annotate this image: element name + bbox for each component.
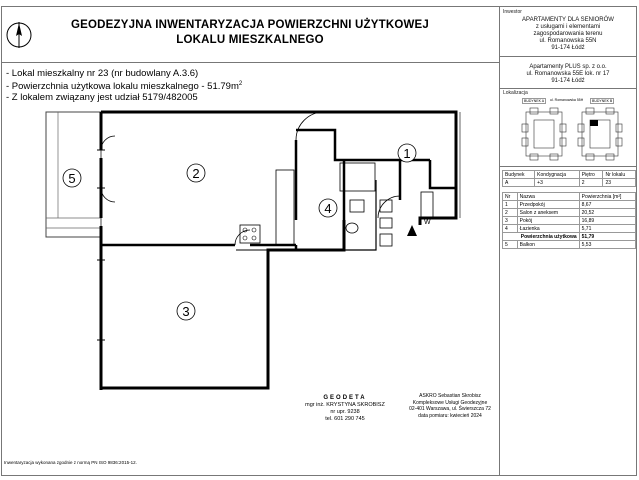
table-cell: 16,89	[579, 217, 635, 225]
table-cell: 1	[503, 201, 518, 209]
building-table	[502, 170, 636, 187]
table-row	[503, 233, 636, 241]
table-total-value: 51,79	[579, 233, 635, 241]
table-cell: Przedpokój	[517, 201, 579, 209]
wykonawca-block	[500, 64, 636, 85]
geodeta-heading: GEODETA	[323, 395, 367, 401]
table-cell: 5,71	[579, 225, 635, 233]
footer-line: Inwentaryzacja wykonana zgodnie z normą PN ISO 9836:2015-12.	[4, 460, 137, 465]
table-row	[503, 201, 636, 209]
unit-info	[6, 68, 242, 103]
room-labels	[63, 144, 416, 320]
askro-line: ASKRO Sebastian Skrobisz	[419, 393, 481, 399]
entrance-marker-icon	[407, 225, 417, 236]
divider	[500, 56, 637, 57]
divider	[500, 88, 637, 89]
table-cell: A	[503, 179, 535, 187]
inwestor-line: APARTAMENTY DLA SENIORÓW	[522, 17, 614, 23]
table-row	[503, 217, 636, 225]
area-table	[502, 192, 636, 249]
table-row	[503, 193, 636, 201]
inwestor-line: 91-174 Łódź	[551, 45, 585, 51]
table-cell: 8,67	[579, 201, 635, 209]
room-number-4: 4	[324, 201, 332, 216]
table-cell: 5	[503, 241, 518, 249]
room-number-5: 5	[68, 171, 76, 186]
table-cell: 3	[503, 217, 518, 225]
table-cell: 23	[603, 179, 636, 187]
unit-area-sup: 2	[238, 81, 243, 87]
unit-share: - Z lokalem związany jest udział 5179/482005	[6, 92, 198, 104]
footer-note	[4, 460, 137, 466]
inwestor-line: zagospodarowania terenu	[533, 31, 603, 37]
unit-area	[6, 79, 242, 92]
table-cell: 5,53	[579, 241, 635, 249]
table-header: Nazwa	[517, 193, 579, 201]
inwestor-line: z usługami i elementami	[535, 24, 601, 30]
unit-number: - Lokal mieszkalny nr 23 (nr budowlany A.3.6)	[6, 68, 199, 79]
table-cell: Łazienka	[517, 225, 579, 233]
room-number-1: 1	[403, 146, 411, 161]
askro-line: 02-401 Warszawa, ul. Świerszcza 72	[409, 406, 491, 412]
askro-block	[395, 393, 505, 419]
inwestor-label: Inwestor	[503, 9, 522, 15]
svg-text:W: W	[424, 219, 431, 226]
wykonawca-line: 91-174 Łódź	[551, 78, 585, 84]
table-row	[503, 225, 636, 233]
room-number-3: 3	[182, 304, 190, 319]
table-cell: 20,52	[579, 209, 635, 217]
wykonawca-line: Apartamenty PLUS sp. z o.o.	[529, 64, 607, 70]
room-number-2: 2	[192, 166, 200, 181]
table-total-label: Powierzchnia użytkowa	[503, 233, 580, 241]
table-cell: 2	[579, 179, 603, 187]
table-header: Kondygnacja	[535, 171, 580, 179]
askro-line: Kompleksowe Usługi Geodezyjne	[412, 399, 488, 406]
askro-line: data pomiaru: kwiecień 2024	[418, 412, 482, 419]
table-header: Budynek	[503, 171, 535, 179]
lokalizacja-label: Lokalizacja	[503, 90, 528, 96]
wykonawca-line: ul. Romanowska 55E lok. nr 17	[526, 71, 610, 77]
page-title	[40, 18, 460, 48]
table-cell: 4	[503, 225, 518, 233]
table-header: Powierzchnia [m²]	[579, 193, 635, 201]
info-panel	[499, 6, 637, 476]
location-tag: BUDYNEK B	[592, 99, 613, 103]
unit-area-text: - Powierzchnia użytkowa lokalu mieszkalnego - 51.79m	[6, 81, 239, 93]
geodeta-line: mgr inż. KRYSTYNA SKROBISZ	[305, 402, 385, 408]
table-row	[503, 241, 636, 249]
table-header: Nr lokalu	[603, 171, 636, 179]
north-arrow-icon	[4, 20, 34, 50]
location-tag: BUDYNEK A	[524, 99, 545, 103]
table-row	[503, 179, 636, 187]
geodeta-block	[290, 395, 400, 423]
inwestor-block	[500, 17, 636, 52]
table-cell: Pokój	[517, 217, 579, 225]
title-line-1: GEODEZYJNA INWENTARYZACJA POWIERZCHNI UŻYTKOWEJ	[70, 19, 430, 31]
table-header: Piętro	[579, 171, 603, 179]
table-cell: +3	[535, 179, 580, 187]
table-row	[503, 209, 636, 217]
inwestor-line: ul. Romanowska 55N	[539, 38, 597, 44]
table-cell: 2	[503, 209, 518, 217]
divider	[500, 166, 637, 167]
title-line-2: LOKALU MIESZKALNEGO	[176, 34, 324, 46]
site-plan-thumbnail	[500, 104, 637, 164]
geodeta-line: tel. 601 290 745	[325, 416, 365, 422]
table-cell: Balkon	[517, 241, 579, 249]
geodeta-line: nr upr. 9238	[330, 409, 360, 415]
table-cell: Salon z aneksem	[517, 209, 579, 217]
table-header: Nr	[503, 193, 518, 201]
divider	[1, 62, 499, 63]
table-row	[503, 171, 636, 179]
location-tag: ul. Romanowska 55H	[550, 98, 584, 102]
